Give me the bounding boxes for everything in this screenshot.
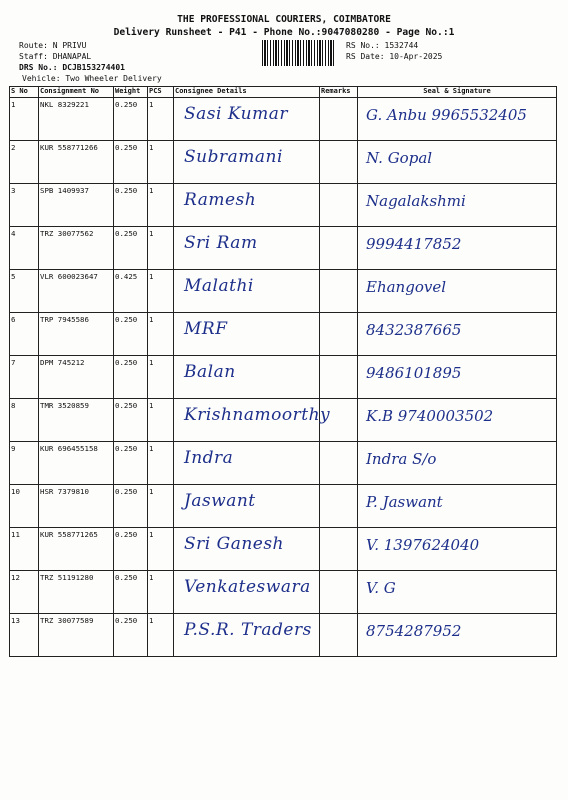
row-remarks bbox=[320, 313, 358, 356]
handwritten-signature: K.B 9740003502 bbox=[366, 407, 494, 425]
row-pcs: 1 bbox=[148, 313, 174, 356]
column-header-remarks: Remarks bbox=[320, 87, 358, 98]
row-consignee bbox=[174, 571, 320, 614]
handwritten-consignee: Venkateswara bbox=[184, 577, 311, 597]
column-header-weight: Weight bbox=[114, 87, 148, 98]
handwritten-signature: 8432387665 bbox=[366, 321, 462, 339]
row-pcs: 1 bbox=[148, 571, 174, 614]
row-pcs: 1 bbox=[148, 141, 174, 184]
row-sno: 12 bbox=[10, 571, 39, 614]
row-consignment-no: TRZ 51191280 bbox=[39, 571, 114, 614]
row-pcs: 1 bbox=[148, 227, 174, 270]
column-header-consignee: Consignee Details bbox=[174, 87, 320, 98]
row-weight: 0.250 bbox=[114, 614, 148, 657]
row-weight: 0.250 bbox=[114, 528, 148, 571]
row-remarks bbox=[320, 227, 358, 270]
handwritten-consignee: Jaswant bbox=[184, 491, 256, 511]
table-row bbox=[10, 356, 557, 399]
handwritten-consignee: MRF bbox=[184, 319, 228, 339]
row-weight: 0.250 bbox=[114, 399, 148, 442]
handwritten-signature: P. Jaswant bbox=[366, 493, 443, 511]
row-sno: 7 bbox=[10, 356, 39, 399]
row-weight: 0.250 bbox=[114, 184, 148, 227]
row-sno: 9 bbox=[10, 442, 39, 485]
row-weight: 0.425 bbox=[114, 270, 148, 313]
row-signature bbox=[358, 98, 557, 141]
row-remarks bbox=[320, 442, 358, 485]
handwritten-consignee: Ramesh bbox=[184, 190, 257, 210]
handwritten-consignee: Indra bbox=[184, 448, 234, 468]
row-consignment-no: TRZ 30077562 bbox=[39, 227, 114, 270]
row-consignee bbox=[174, 528, 320, 571]
row-remarks bbox=[320, 528, 358, 571]
row-sno: 2 bbox=[10, 141, 39, 184]
row-signature bbox=[358, 227, 557, 270]
row-sno: 11 bbox=[10, 528, 39, 571]
handwritten-consignee: Subramani bbox=[184, 147, 283, 167]
table-row bbox=[10, 313, 557, 356]
document-subtitle: Delivery Runsheet - P41 - Phone No.:9047080280 - Page No.:1 bbox=[113, 27, 455, 38]
row-signature bbox=[358, 399, 557, 442]
table-row bbox=[10, 399, 557, 442]
row-sno: 1 bbox=[10, 98, 39, 141]
row-signature bbox=[358, 313, 557, 356]
row-consignee bbox=[174, 184, 320, 227]
table-row bbox=[10, 528, 557, 571]
rs-number: RS No.: 1532744 bbox=[346, 41, 419, 50]
barcode-image bbox=[262, 40, 334, 66]
row-consignment-no: TMR 3520859 bbox=[39, 399, 114, 442]
row-sno: 6 bbox=[10, 313, 39, 356]
table-header-row bbox=[10, 87, 557, 98]
row-sno: 3 bbox=[10, 184, 39, 227]
row-consignment-no: HSR 7379810 bbox=[39, 485, 114, 528]
handwritten-consignee: Krishnamoorthy bbox=[184, 405, 331, 425]
row-weight: 0.250 bbox=[114, 141, 148, 184]
row-consignment-no: DPM 745212 bbox=[39, 356, 114, 399]
row-signature bbox=[358, 356, 557, 399]
table-row bbox=[10, 571, 557, 614]
row-consignee bbox=[174, 614, 320, 657]
row-sno: 5 bbox=[10, 270, 39, 313]
row-weight: 0.250 bbox=[114, 485, 148, 528]
column-header-signature: Seal & Signature bbox=[358, 87, 557, 98]
row-consignment-no: TRZ 30077589 bbox=[39, 614, 114, 657]
row-consignment-no: KUR 696455158 bbox=[39, 442, 114, 485]
row-remarks bbox=[320, 614, 358, 657]
row-consignment-no: TRP 7945586 bbox=[39, 313, 114, 356]
row-consignment-no: KUR 558771266 bbox=[39, 141, 114, 184]
table-row bbox=[10, 485, 557, 528]
document-title: THE PROFESSIONAL COURIERS, COIMBATORE bbox=[177, 14, 391, 25]
row-pcs: 1 bbox=[148, 399, 174, 442]
row-sno: 10 bbox=[10, 485, 39, 528]
handwritten-signature: V. 1397624040 bbox=[366, 536, 480, 554]
handwritten-consignee: Malathi bbox=[184, 276, 254, 296]
runsheet-table bbox=[9, 86, 557, 657]
row-consignment-no: VLR 600023647 bbox=[39, 270, 114, 313]
row-pcs: 1 bbox=[148, 485, 174, 528]
rs-date: RS Date: 10-Apr-2025 bbox=[346, 52, 443, 61]
handwritten-signature: 9486101895 bbox=[366, 364, 462, 382]
row-signature bbox=[358, 571, 557, 614]
row-weight: 0.250 bbox=[114, 313, 148, 356]
row-sno: 8 bbox=[10, 399, 39, 442]
row-consignee bbox=[174, 141, 320, 184]
row-consignee bbox=[174, 98, 320, 141]
staff-label: Staff: DHANAPAL bbox=[19, 52, 92, 61]
handwritten-consignee: Sasi Kumar bbox=[184, 104, 289, 124]
handwritten-signature: 9994417852 bbox=[366, 235, 462, 253]
row-signature bbox=[358, 442, 557, 485]
row-pcs: 1 bbox=[148, 442, 174, 485]
row-remarks bbox=[320, 141, 358, 184]
row-pcs: 1 bbox=[148, 356, 174, 399]
handwritten-signature: Ehangovel bbox=[366, 278, 446, 296]
handwritten-signature: 8754287952 bbox=[366, 622, 462, 640]
row-weight: 0.250 bbox=[114, 98, 148, 141]
row-signature bbox=[358, 485, 557, 528]
column-header-pcs: PCS bbox=[148, 87, 174, 98]
handwritten-consignee: Sri Ganesh bbox=[184, 534, 285, 554]
handwritten-consignee: P.S.R. Traders bbox=[184, 620, 312, 640]
vehicle-label: Vehicle: Two Wheeler Delivery bbox=[22, 74, 162, 83]
handwritten-signature: Indra S/o bbox=[366, 450, 437, 468]
row-pcs: 1 bbox=[148, 98, 174, 141]
row-remarks bbox=[320, 485, 358, 528]
route-label: Route: N PRIVU bbox=[19, 41, 87, 50]
row-remarks bbox=[320, 571, 358, 614]
table-row bbox=[10, 227, 557, 270]
row-signature bbox=[358, 528, 557, 571]
row-weight: 0.250 bbox=[114, 356, 148, 399]
row-pcs: 1 bbox=[148, 614, 174, 657]
table-row bbox=[10, 98, 557, 141]
row-weight: 0.250 bbox=[114, 227, 148, 270]
handwritten-signature: V. G bbox=[366, 579, 396, 597]
row-weight: 0.250 bbox=[114, 571, 148, 614]
row-consignment-no: KUR 558771265 bbox=[39, 528, 114, 571]
table-row bbox=[10, 141, 557, 184]
row-signature bbox=[358, 141, 557, 184]
row-consignee bbox=[174, 356, 320, 399]
row-signature bbox=[358, 270, 557, 313]
row-signature bbox=[358, 184, 557, 227]
handwritten-consignee: Balan bbox=[184, 362, 236, 382]
drs-number: DRS No.: DCJB153274401 bbox=[19, 63, 125, 72]
row-sno: 13 bbox=[10, 614, 39, 657]
row-remarks bbox=[320, 98, 358, 141]
handwritten-signature: G. Anbu 9965532405 bbox=[366, 106, 527, 124]
table-row bbox=[10, 614, 557, 657]
row-consignee bbox=[174, 313, 320, 356]
row-remarks bbox=[320, 270, 358, 313]
row-consignment-no: NKL 8329221 bbox=[39, 98, 114, 141]
row-pcs: 1 bbox=[148, 184, 174, 227]
table-row bbox=[10, 184, 557, 227]
row-consignee bbox=[174, 227, 320, 270]
row-sno: 4 bbox=[10, 227, 39, 270]
table-row bbox=[10, 270, 557, 313]
handwritten-signature: N. Gopal bbox=[366, 149, 433, 167]
row-consignee bbox=[174, 485, 320, 528]
row-consignee bbox=[174, 442, 320, 485]
row-consignee bbox=[174, 270, 320, 313]
row-pcs: 1 bbox=[148, 528, 174, 571]
row-consignment-no: SPB 1409937 bbox=[39, 184, 114, 227]
handwritten-signature: Nagalakshmi bbox=[366, 192, 466, 210]
row-remarks bbox=[320, 184, 358, 227]
row-consignee bbox=[174, 399, 331, 442]
row-weight: 0.250 bbox=[114, 442, 148, 485]
column-header-sno: S No bbox=[10, 87, 39, 98]
column-header-consignment: Consignment No bbox=[39, 87, 114, 98]
row-pcs: 1 bbox=[148, 270, 174, 313]
row-signature bbox=[358, 614, 557, 657]
row-remarks bbox=[320, 356, 358, 399]
handwritten-consignee: Sri Ram bbox=[184, 233, 258, 253]
table-row bbox=[10, 442, 557, 485]
